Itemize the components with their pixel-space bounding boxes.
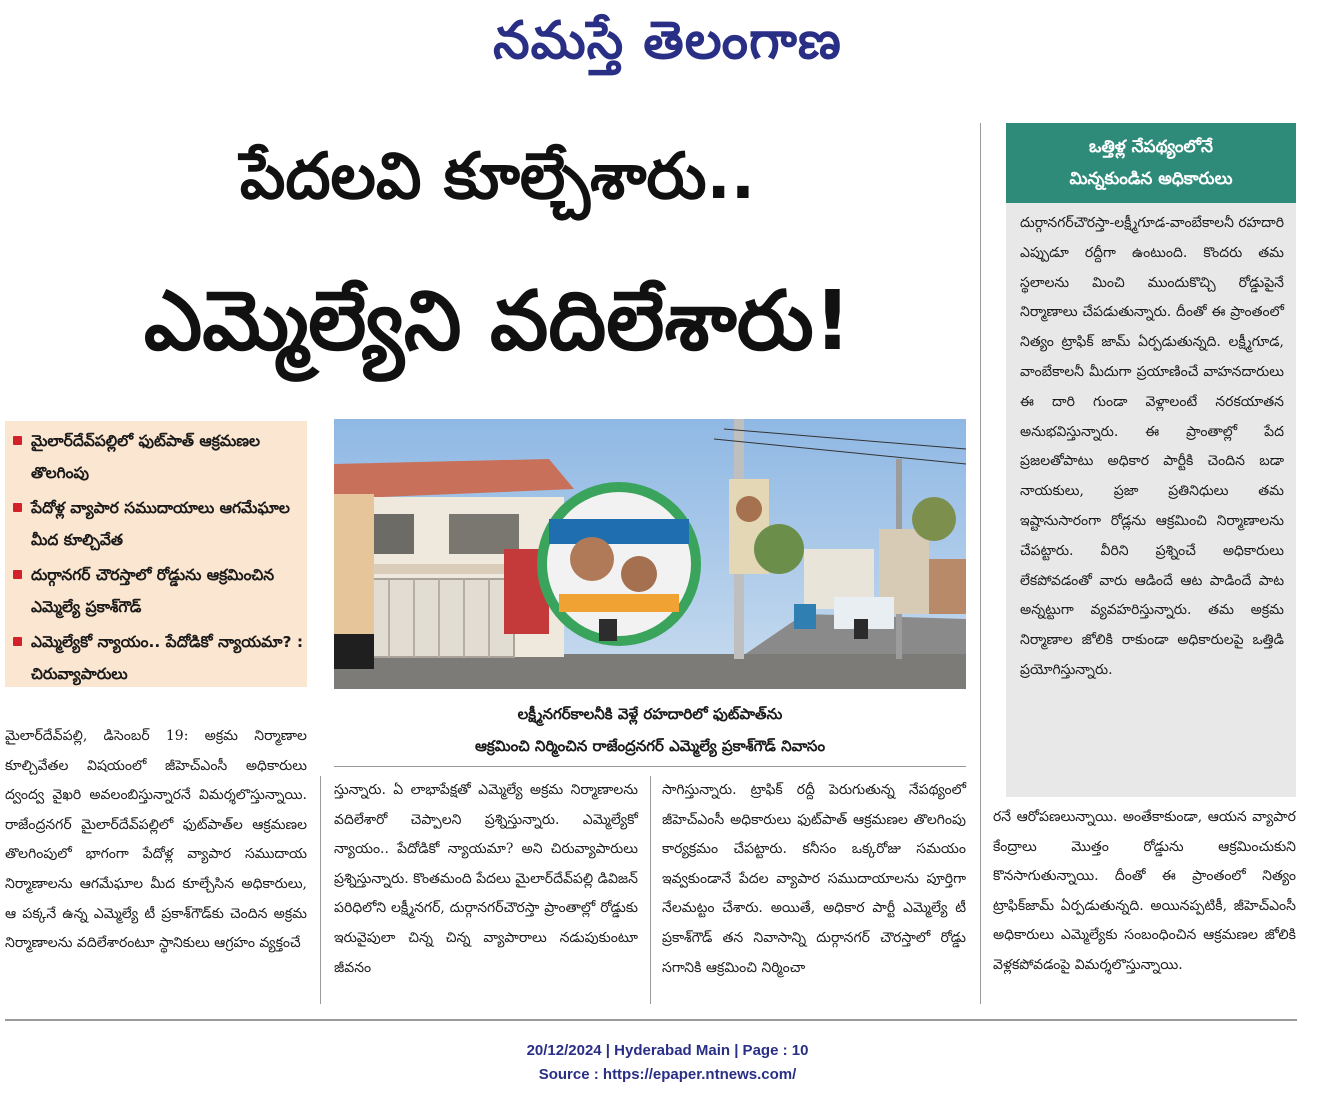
column-divider	[650, 776, 651, 1004]
headline-line-2: ఎమ్మెల్యేని వదిలేశారు!	[143, 274, 852, 369]
bullet-square-icon	[13, 436, 22, 445]
highlight-item	[11, 626, 307, 690]
caption-divider	[334, 766, 966, 767]
highlight-item	[11, 492, 307, 556]
headline-line-1: పేదలవి కూల్చేశారు..	[239, 140, 756, 214]
photo-caption-line-2: ఆక్రమించి నిర్మించిన రాజేంద్రనగర్ ఎమ్మెల్యే ప్రకాశ్‌గౌడ్ నివాసం	[474, 737, 826, 755]
highlight-item	[11, 559, 307, 623]
sidebar-heading-line-1: ఒత్తిళ్ల నేపథ్యంలోనే	[1089, 137, 1213, 157]
highlight-item	[11, 425, 307, 489]
article-column-1: మైలార్‌దేవ్‌పల్లి, డిసెంబర్ 19: అక్రమ నిర్మాణాల కూల్చివేతల విషయంలో జీహెచ్‌ఎంసీ అధికారులు ద్వంద్వ వైఖరి అవలంబిస్తున్నారనే విమర్శలొస్తున్నాయి. రాజేంద్రనగర్ మైలార్‌దేవ్‌పల్లిలో ఫుట్‌పాత్‌ల ఆక్రమణల తొలగింపులో భాగంగా పేదోళ్ల వ్యాపార సముదాయ నిర్మాణాలను ఆగమేఘాల మీద కూల్చేసిన అధికారులు, ఆ పక్కనే ఉన్న ఎమ్మెల్యే టీ ప్రకాశ్‌గౌడ్‌కు చెందిన అక్రమ నిర్మాణాలను వదిలేశారంటూ స్థానికులు ఆగ్రహం వ్యక్తంచే	[5, 728, 307, 952]
sidebar-heading	[1006, 123, 1296, 203]
bullet-square-icon	[13, 503, 22, 512]
column-divider	[320, 776, 321, 1004]
highlight-text: పేదోళ్ల వ్యాపార సముదాయాలు ఆగమేఘాల మీద కూల్చివేత	[31, 499, 290, 549]
highlight-text: దుర్గానగర్ చౌరస్తాలో రోడ్డును ఆక్రమించిన ఎమ్మెల్యే ప్రకాశ్‌గౌడ్	[31, 566, 275, 616]
photo-caption-line-1: లక్ష్మీనగర్‌కాలనీకి వెళ్లే రహదారిలో ఫుట్‌పాత్‌ను	[517, 705, 783, 723]
bullet-square-icon	[13, 570, 22, 579]
article-column-2: స్తున్నారు. ఏ లాభాపేక్షతో ఎమ్మెల్యే అక్రమ నిర్మాణాలను వదిలేశారో చెప్పాలని ప్రశ్నిస్తున్నారు. ఎమ్మెల్యేకో న్యాయం.. పేదోడికో న్యాయమా? అని చిరువ్యాపారులు ప్రశ్నిస్తున్నారు. కొంతమంది పేదలు మైలార్‌దేవ్‌పల్లి డివిజన్ పరిధిలోని లక్ష్మీనగర్, దుర్గానగర్‌చౌరస్తా ప్రాంతాల్లో రోడ్డుకు ఇరువైపులా చిన్న చిన్న వ్యాపారాలు నడుపుకుంటూ జీవనం	[334, 782, 638, 976]
highlight-text: మైలార్‌దేవ్‌పల్లిలో ఫుట్‌పాత్ ఆక్రమణల తొలగింపు	[31, 432, 261, 482]
sidebar-box	[1006, 123, 1296, 797]
footer-edition-line: 20/12/2024 | Hyderabad Main | Page : 10	[526, 1042, 809, 1059]
bullet-square-icon	[13, 637, 22, 646]
highlights-box	[5, 421, 307, 687]
footer-divider	[5, 1019, 1297, 1021]
column-divider	[980, 123, 981, 1004]
article-column-3: సాగిస్తున్నారు. ట్రాఫిక్ రద్దీ పెరుగుతున్న నేపథ్యంలో జీహెచ్‌ఎంసీ అధికారులు ఫుట్‌పాత్ ఆక్రమణల తొలగింపు కార్యక్రమం చేపట్టారు. కనీసం ఒక్కరోజు సమయం ఇవ్వకుండానే పేదల వ్యాపార సముదాయాలను పూర్తిగా నేలమట్టం చేశారు. అయితే, అధికార పార్టీ ఎమ్మెల్యే టీ ప్రకాశ్‌గౌడ్ తన నివాసాన్ని దుర్గానగర్ చౌరస్తాలో రోడ్డు సగానికి ఆక్రమించి నిర్మించా	[662, 782, 966, 976]
sidebar-heading-line-2: మిన్నకుండిన అధికారులు	[1069, 169, 1233, 189]
news-photo	[334, 419, 966, 689]
photo-caption	[334, 698, 966, 762]
sidebar-body: దుర్గానగర్‌చౌరస్తా-లక్ష్మీగూడ-వాంబేకాలనీ రహదారి ఎప్పుడూ రద్దీగా ఉంటుంది. కొందరు తమ స్థలాలను మించి ముందుకొచ్చి రోడ్డుపైనే నిర్మాణాలు చేపడుతున్నారు. దీంతో ఈ ప్రాంతంలో నిత్యం ట్రాఫిక్ జామ్ ఏర్పడుతున్నది. లక్ష్మీగూడ, వాంబేకాలనీ మీదుగా ప్రయాణించే వాహనదారులు ఈ దారి గుండా వెళ్లాలంటే నరకయాతన అనుభవిస్తున్నారు. ఈ ప్రాంతాల్లో పేద ప్రజలతోపాటు అధికార పార్టీకి చెందిన బడా నాయకులు, ప్రజా ప్రతినిధులు తమ ఇష్టానుసారంగా రోడ్లను ఆక్రమించి నిర్మాణాలను చేపట్టారు. వీరిని ప్రశ్నించే అధికారులు లేకపోవడంతో వారు ఆడిందే ఆట పాడిందే పాట అన్నట్టుగా వ్యవహరిస్తున్నారు. తమ అక్రమ నిర్మాణాల జోలికి రాకుండా అధికారులపై ఒత్తిడి ప్రయోగిస్తున్నారు.	[1020, 215, 1285, 678]
newspaper-masthead: నమస్తే తెలంగాణ	[493, 10, 842, 71]
street-scene-illustration	[334, 419, 966, 689]
article-column-4: రనే ఆరోపణలున్నాయి. అంతేకాకుండా, ఆయన వ్యాపార కేంద్రాలు మొత్తం రోడ్డును ఆక్రమించుకుని కొనసాగుతున్నాయి. దీంతో ఈ ప్రాంతంలో నిత్యం ట్రాఫిక్‌జామ్ ఏర్పడుతున్నది. అయినప్పటికీ, జీహెచ్‌ఎంసీ అధికారులు ఎమ్మెల్యేకు సంబంధించిన ఆక్రమణల జోలికి వెళ్లకపోవడంపై విమర్శలొస్తున్నాయి.	[993, 809, 1296, 973]
highlight-text: ఎమ్మెల్యేకో న్యాయం.. పేదోడికో న్యాయమా? : చిరువ్యాపారులు	[31, 633, 304, 683]
footer-source-line: Source : https://epaper.ntnews.com/	[538, 1066, 797, 1083]
